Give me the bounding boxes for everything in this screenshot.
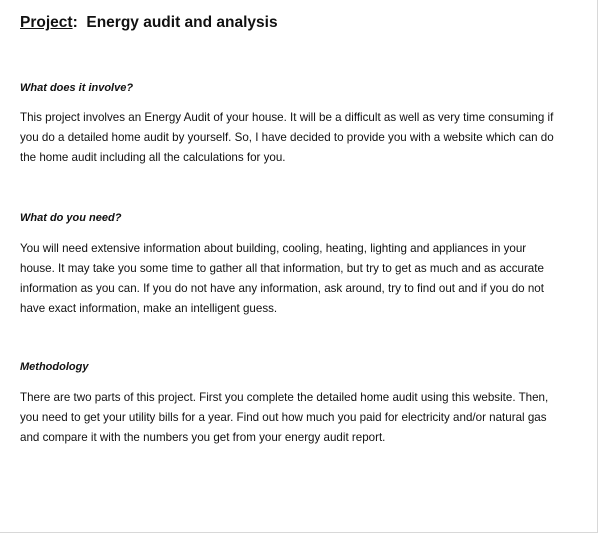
paragraph-line: information as you can. If you do not have any information, ask around, try to find out and if you do not <box>20 282 544 295</box>
paragraph-line: There are two parts of this project. First you complete the detailed home audit using this website. Then, <box>20 391 549 404</box>
section-heading-involve: What does it involve? <box>20 82 134 94</box>
paragraph-line: you need to get your utility bills for a year. Find out how much you paid for electricity and/or natural gas <box>20 411 547 424</box>
paragraph-line: and compare it with the numbers you get from your energy audit report. <box>20 431 386 444</box>
section-heading-methodology: Methodology <box>20 361 89 373</box>
paragraph-line: You will need extensive information about building, cooling, heating, lighting and appliances in your <box>20 242 527 255</box>
section-paragraph-involve <box>20 108 594 168</box>
section-paragraph-need <box>20 239 594 319</box>
page-title <box>20 14 278 32</box>
paragraph-line: This project involves an Energy Audit of your house. It will be a difficult as well as very time consuming if <box>20 111 554 124</box>
paragraph-line: house. It may take you some time to gather all that information, but try to get as much and as accurate <box>20 262 544 275</box>
paragraph-line: you do a detailed home audit by yourself. So, I have decided to provide you with a website which can do <box>20 131 554 144</box>
paragraph-line: have exact information, make an intelligent guess. <box>20 302 278 315</box>
title-label: Project <box>20 14 73 31</box>
title-separator: : <box>72 14 78 31</box>
section-paragraph-methodology <box>20 388 594 448</box>
section-heading-need: What do you need? <box>20 212 122 224</box>
title-text: Energy audit and analysis <box>86 14 278 31</box>
paragraph-line: the home audit including all the calculations for you. <box>20 151 286 164</box>
